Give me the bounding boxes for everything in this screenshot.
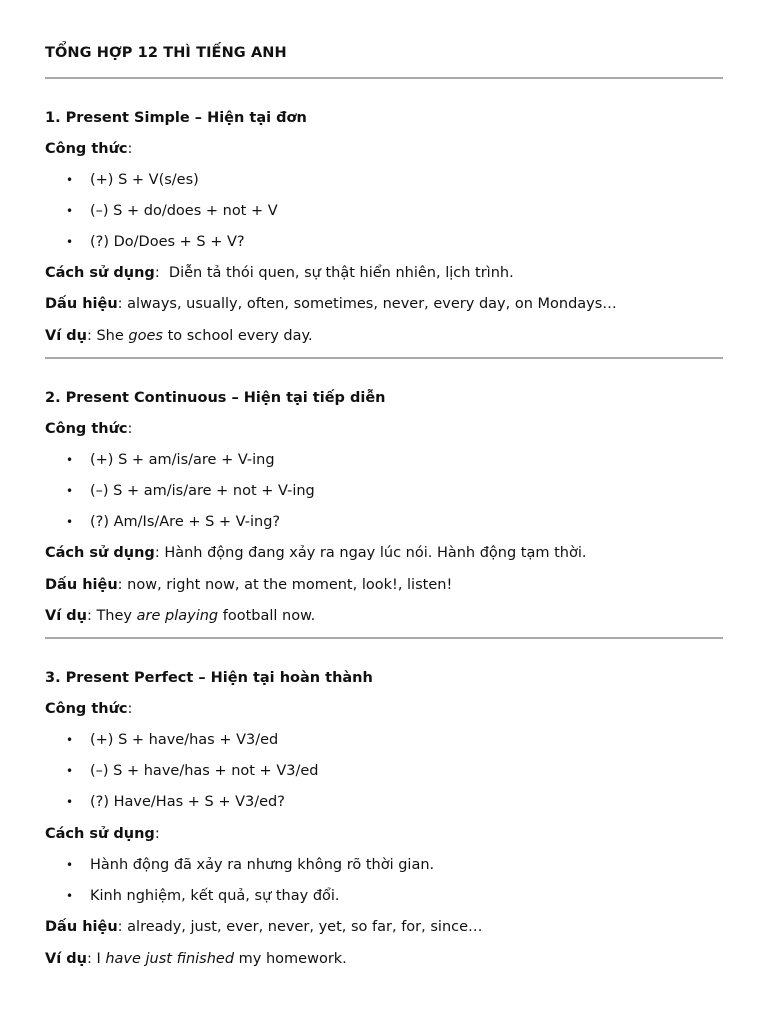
formula-item: • (?) Am/Is/Are + S + V-ing? [66,514,281,530]
bullet-dot-icon: • [66,173,74,187]
signs-line: Dấu hiệu: already, just, ever, never, yet, so far, for, since… [45,919,483,935]
document-title: TỔNG HỢP 12 THÌ TIẾNG ANH [45,45,287,61]
formula-item: • (?) Do/Does + S + V? [66,234,245,250]
formula-item: • (–) S + have/has + not + V3/ed [66,763,319,779]
formula-label: Công thức: [45,701,133,717]
usage-item: • Kinh nghiệm, kết quả, sự thay đổi. [66,888,340,904]
bullet-dot-icon: • [66,235,74,249]
usage-label: Cách sử dụng: [45,826,160,842]
signs-line: Dấu hiệu: now, right now, at the moment, look!, listen! [45,577,453,593]
bullet-dot-icon: • [66,764,74,778]
formula-item: • (+) S + have/has + V3/ed [66,732,279,748]
example-line: Ví dụ: I have just finished my homework. [45,951,347,967]
usage-line: Cách sử dụng: Diễn tả thói quen, sự thật hiển nhiên, lịch trình. [45,265,514,281]
bullet-dot-icon: • [66,795,74,809]
example-line: Ví dụ: They are playing football now. [45,608,316,624]
section-heading: 2. Present Continuous – Hiện tại tiếp diễn [45,390,386,406]
section-heading: 1. Present Simple – Hiện tại đơn [45,110,307,126]
divider [45,637,723,639]
bullet-dot-icon: • [66,515,74,529]
bullet-dot-icon: • [66,453,74,467]
divider [45,357,723,359]
bullet-dot-icon: • [66,733,74,747]
bullet-dot-icon: • [66,484,74,498]
formula-label: Công thức: [45,141,133,157]
bullet-dot-icon: • [66,889,74,903]
usage-line: Cách sử dụng: Hành động đang xảy ra ngay lúc nói. Hành động tạm thời. [45,545,587,561]
formula-item: • (–) S + am/is/are + not + V-ing [66,483,315,499]
formula-label: Công thức: [45,421,133,437]
bullet-dot-icon: • [66,204,74,218]
formula-item: • (?) Have/Has + S + V3/ed? [66,794,285,810]
formula-item: • (+) S + V(s/es) [66,172,199,188]
usage-item: • Hành động đã xảy ra nhưng không rõ thời gian. [66,857,435,873]
example-line: Ví dụ: She goes to school every day. [45,328,313,344]
signs-line: Dấu hiệu: always, usually, often, sometimes, never, every day, on Mondays… [45,296,617,312]
formula-item: • (–) S + do/does + not + V [66,203,278,219]
bullet-dot-icon: • [66,858,74,872]
formula-item: • (+) S + am/is/are + V-ing [66,452,275,468]
divider [45,77,723,79]
section-heading: 3. Present Perfect – Hiện tại hoàn thành [45,670,373,686]
